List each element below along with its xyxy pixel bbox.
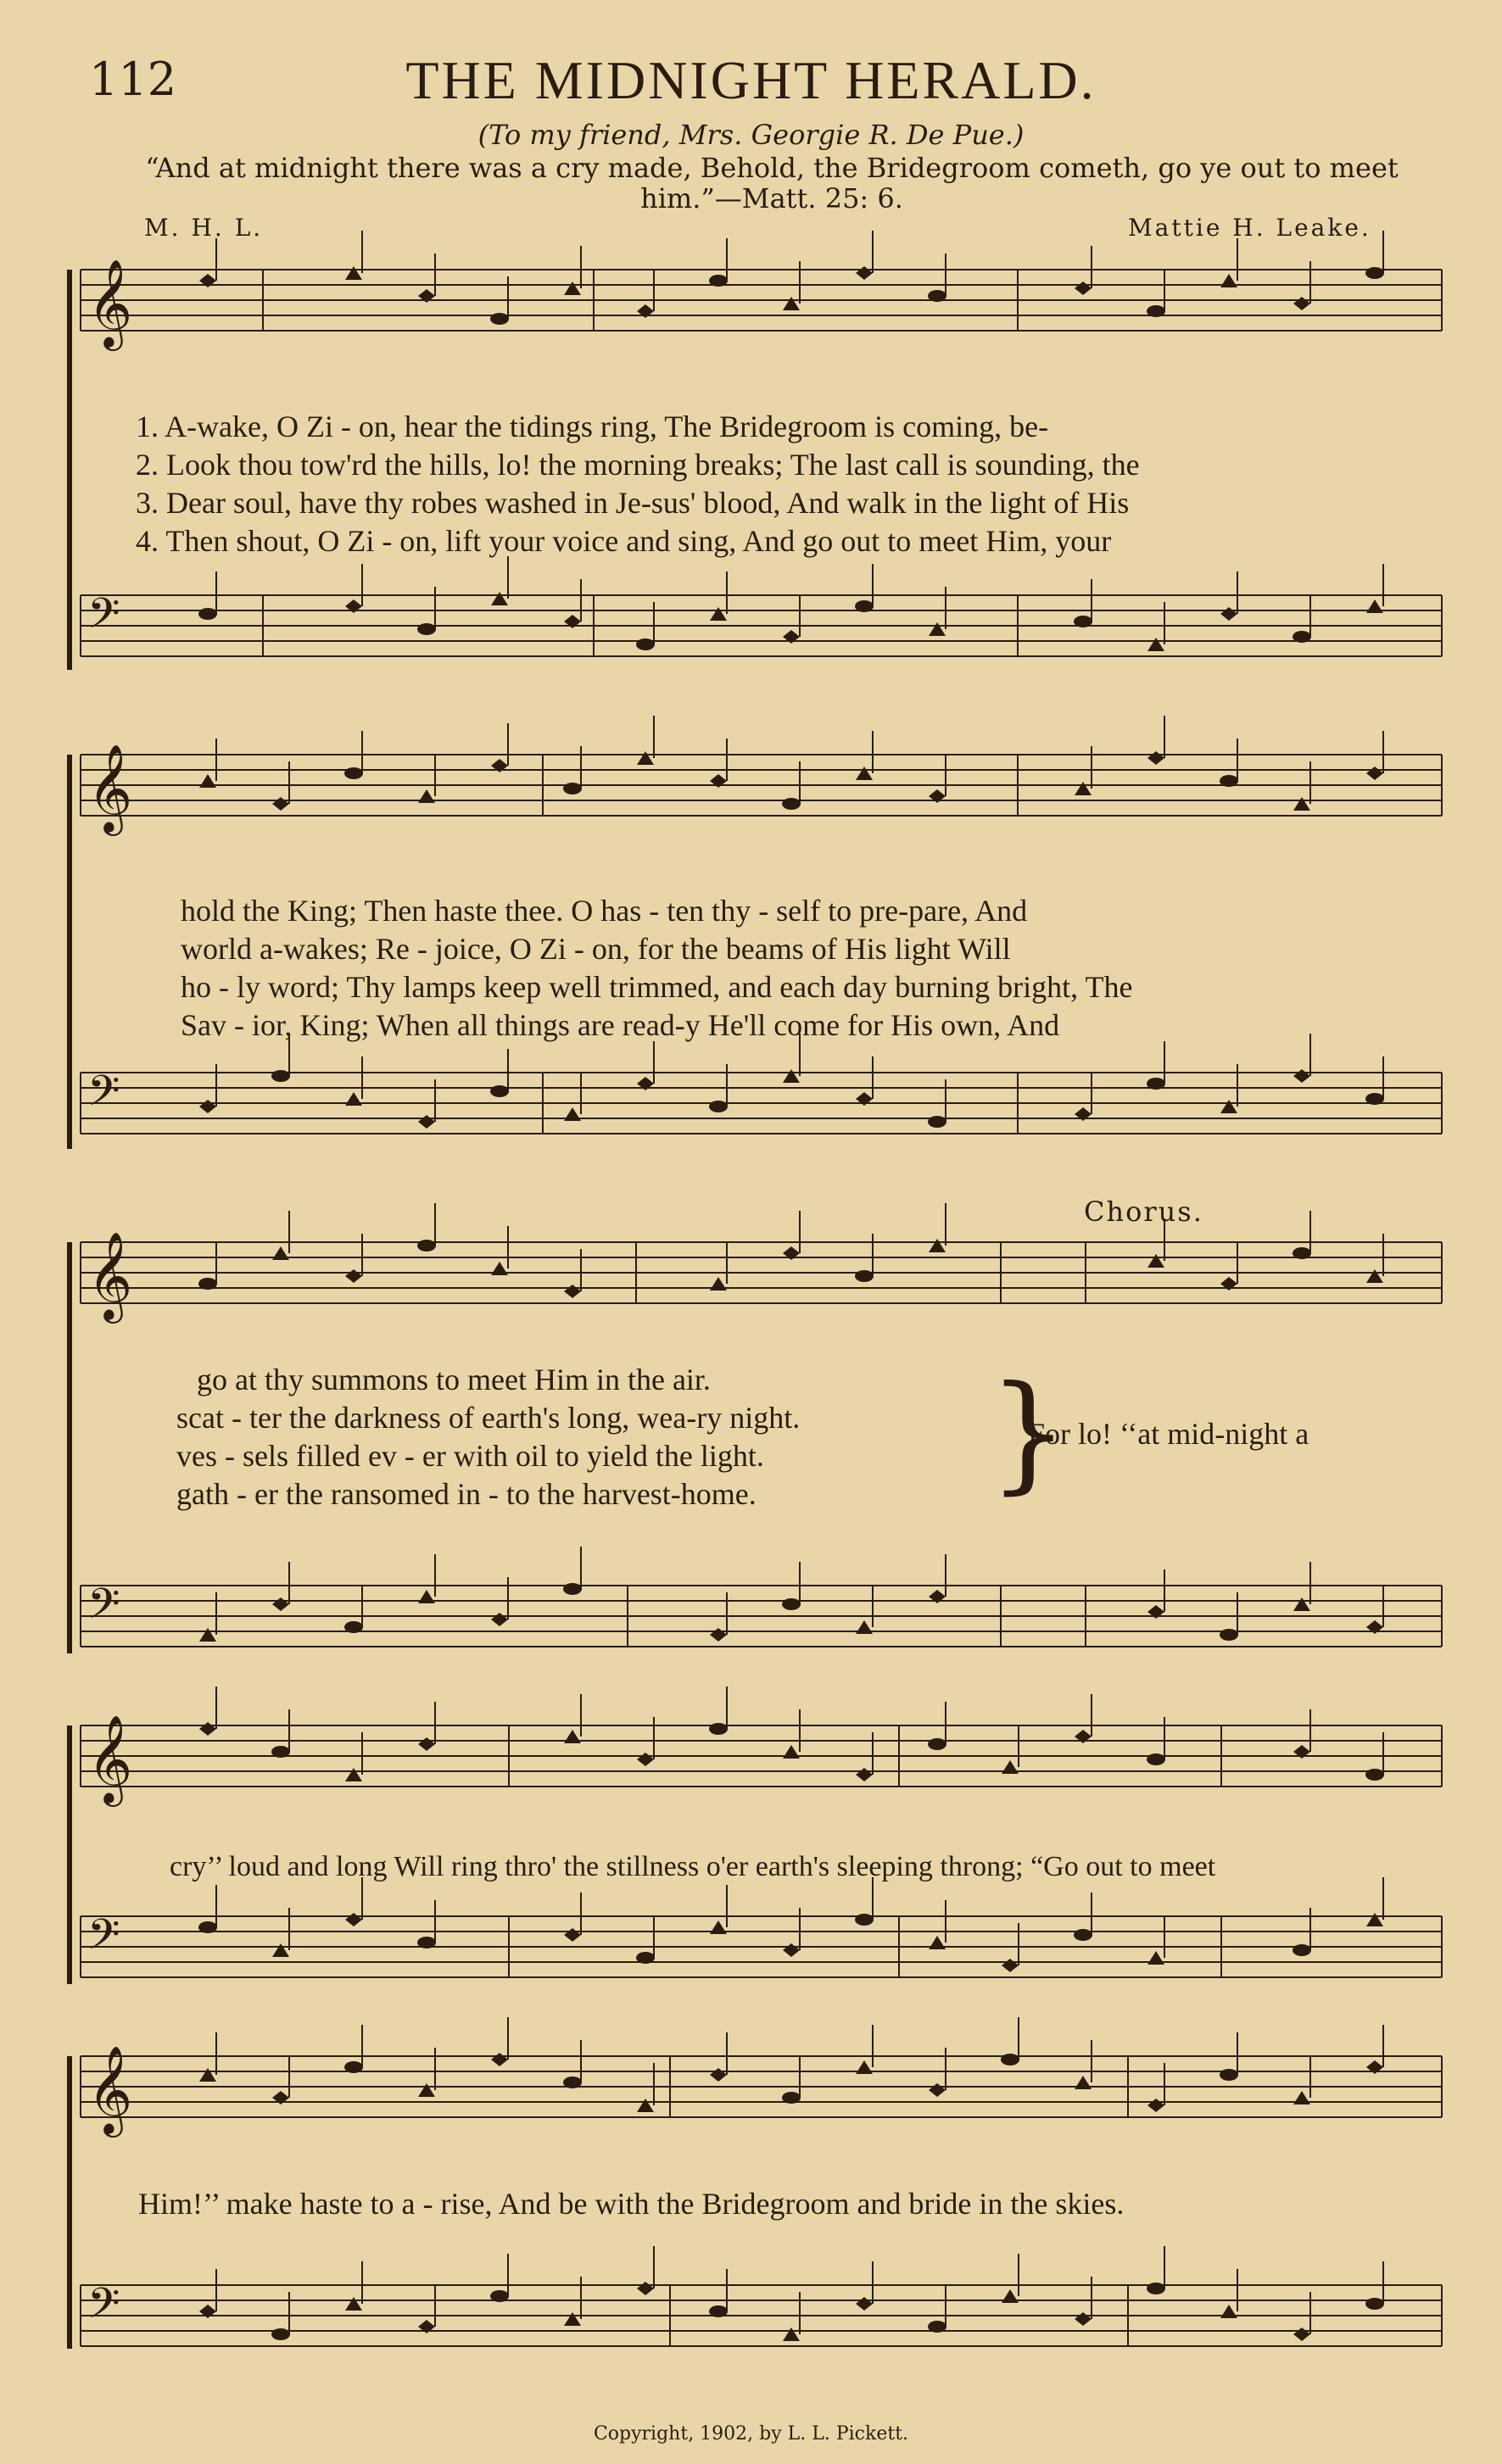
note-head: [271, 1746, 290, 1758]
note-head: [563, 783, 582, 794]
note-head: [271, 2328, 290, 2340]
note-head: [345, 1269, 362, 1283]
treble-clef: 𝄞: [87, 1231, 133, 1320]
note-head: [271, 1070, 290, 1082]
verse-2-line-a: 2. Look thou tow'rd the hills, lo! the morning breaks; The last call is sounding, the: [136, 448, 1140, 482]
note-head: [1147, 1753, 1165, 1765]
note-head: [856, 2297, 873, 2311]
note-head: [1147, 751, 1164, 765]
note-head: [272, 1597, 289, 1611]
bass-clef: 𝄢: [87, 2279, 120, 2339]
verse-brace: }: [988, 1359, 1069, 1507]
note-head: [929, 622, 946, 636]
note-head: [1293, 2327, 1310, 2341]
note-head: [855, 600, 874, 612]
note-head: [1365, 1093, 1384, 1105]
chorus-line-3: Him!’’ make haste to a - rise, And be with the Bridegroom and bride in the skies.: [138, 2187, 1125, 2221]
note-head: [1365, 1769, 1384, 1781]
note-head: [928, 1738, 946, 1750]
note-head: [783, 1745, 800, 1759]
treble-clef: 𝄞: [87, 1714, 133, 1803]
note-head: [1002, 1959, 1019, 1972]
bass-clef: 𝄢: [87, 1580, 120, 1639]
note-head: [1147, 1951, 1164, 1965]
note-head: [199, 774, 216, 788]
note-head: [1147, 638, 1164, 651]
note-head: [855, 1270, 874, 1282]
chorus-line-2: cry’’ loud and long Will ring thro' the stillness o'er earth's sleeping throng; “Go out to meet: [170, 1851, 1216, 1882]
note-head: [1147, 2283, 1165, 2294]
note-head: [782, 1598, 801, 1610]
treble-clef: 𝄞: [87, 744, 133, 833]
note-head: [710, 1920, 727, 1934]
note-head: [491, 2053, 508, 2066]
verse-4-line-b: Sav - ior, King; When all things are read-y He'll come for His own, And: [181, 1008, 1060, 1042]
dedication: (To my friend, Mrs. Georgie R. De Pue.): [477, 119, 1025, 151]
note-head: [929, 2083, 946, 2097]
note-head: [1220, 775, 1238, 787]
note-head: [710, 1277, 727, 1291]
note-head: [1220, 2305, 1237, 2318]
note-head: [1074, 1929, 1092, 1941]
note-head: [199, 2068, 216, 2082]
note-head: [345, 266, 362, 280]
note-head: [418, 1737, 435, 1751]
note-head: [344, 1621, 363, 1633]
scripture-quote: “And at midnight there was a cry made, Behold, the Bridegroom cometh, go ye out to meet him.”—Matt. 25: 6.: [145, 152, 1399, 215]
note-head: [491, 1262, 508, 1275]
verse-3-line-c: ves - sels filled ev - er with oil to yield the light.: [176, 1439, 764, 1473]
note-head: [417, 1937, 436, 1948]
note-head: [199, 1628, 216, 1642]
verse-1-line-a: 1. A-wake, O Zi - on, hear the tidings ring, The Bridegroom is coming, be-: [136, 410, 1049, 443]
note-head: [928, 1116, 946, 1128]
note-head: [491, 1613, 508, 1626]
verse-2-line-c: scat - ter the darkness of earth's long, wea-ry night.: [176, 1401, 801, 1435]
note-head: [417, 623, 436, 635]
note-head: [855, 1914, 874, 1926]
note-head: [1293, 1597, 1310, 1611]
note-head: [929, 1239, 946, 1252]
note-head: [1147, 1078, 1165, 1090]
hymn-title: THE MIDNIGHT HERALD.: [405, 50, 1097, 110]
note-head: [1366, 1269, 1383, 1283]
note-head: [1365, 2298, 1384, 2310]
verse-2-line-b: world a-wakes; Re - joice, O Zi - on, for the beams of His light Will: [181, 932, 1011, 966]
note-head: [709, 2305, 728, 2317]
verse-1-line-c: go at thy summons to meet Him in the air.: [197, 1363, 711, 1396]
note-head: [856, 266, 873, 280]
note-head: [783, 1943, 800, 1957]
note-head: [928, 290, 946, 302]
note-head: [782, 798, 801, 810]
note-head: [783, 297, 800, 310]
note-head: [1293, 297, 1310, 310]
note-head: [637, 751, 654, 765]
note-head: [783, 2327, 800, 2341]
note-head: [1001, 2054, 1019, 2065]
note-head: [272, 797, 289, 811]
note-head: [856, 767, 873, 780]
note-head: [418, 1590, 435, 1603]
copyright-notice: Copyright, 1902, by L. L. Pickett.: [593, 2423, 909, 2444]
note-head: [198, 608, 217, 620]
note-head: [417, 1240, 436, 1252]
note-head: [1293, 2091, 1310, 2104]
note-head: [710, 1628, 727, 1642]
note-head: [563, 1583, 582, 1595]
note-head: [490, 2290, 509, 2302]
note-head: [637, 1753, 654, 1766]
note-head: [856, 2060, 873, 2074]
note-head: [563, 2077, 582, 2088]
note-head: [1147, 2099, 1164, 2112]
note-head: [856, 1768, 873, 1781]
note-head: [636, 1952, 655, 1964]
bass-clef: 𝄢: [87, 589, 120, 649]
note-head: [272, 1246, 289, 1260]
note-head: [199, 1722, 216, 1736]
note-head: [1293, 1944, 1311, 1956]
note-head: [1293, 1247, 1311, 1259]
treble-clef: 𝄞: [87, 259, 133, 348]
note-head: [345, 2297, 362, 2311]
chorus-line-1: For lo! ‘‘at mid-night a: [1028, 1417, 1309, 1451]
note-head: [1366, 599, 1383, 613]
note-head: [856, 1620, 873, 1634]
note-head: [344, 767, 363, 779]
note-head: [418, 1115, 435, 1129]
note-head: [564, 282, 581, 295]
note-head: [710, 607, 727, 621]
page-number: 112: [89, 53, 177, 106]
note-head: [1220, 607, 1237, 621]
note-head: [782, 2092, 801, 2104]
note-head: [1074, 616, 1092, 627]
note-head: [709, 1723, 728, 1735]
note-head: [345, 1092, 362, 1106]
note-head: [1365, 267, 1384, 279]
note-head: [1366, 1913, 1383, 1926]
note-head: [709, 1101, 728, 1112]
note-head: [1075, 2076, 1092, 2089]
note-head: [491, 592, 508, 605]
note-head: [418, 789, 435, 803]
note-head: [564, 2312, 581, 2326]
music-credit: M. H. L.: [144, 214, 264, 242]
note-head: [1075, 282, 1092, 295]
note-head: [1147, 1254, 1164, 1268]
note-head: [1366, 767, 1383, 780]
note-head: [198, 1921, 217, 1933]
note-head: [272, 1943, 289, 1957]
note-head: [783, 1069, 800, 1083]
note-head: [564, 1730, 581, 1743]
note-head: [1293, 631, 1311, 643]
note-head: [564, 1285, 581, 1298]
note-head: [345, 1768, 362, 1781]
note-head: [490, 313, 509, 325]
note-head: [1002, 1760, 1019, 1774]
note-head: [1075, 2312, 1092, 2326]
note-head: [1220, 1100, 1237, 1113]
note-head: [637, 2099, 654, 2112]
note-head: [1147, 305, 1165, 317]
note-head: [1075, 782, 1092, 795]
note-head: [418, 2083, 435, 2097]
note-head: [344, 2061, 363, 2073]
note-head: [637, 2282, 654, 2295]
verse-4-line-c: gath - er the ransomed in - to the harvest-home.: [176, 1477, 757, 1511]
note-head: [928, 2321, 946, 2333]
note-head: [929, 1936, 946, 1949]
note-head: [490, 1085, 509, 1097]
words-credit: Mattie H. Leake.: [1128, 214, 1371, 242]
verse-1-line-b: hold the King; Then haste thee. O has - ten thy - self to pre-pare, And: [181, 894, 1028, 928]
note-head: [710, 2068, 727, 2082]
note-head: [199, 1100, 216, 1113]
verse-3-line-b: ho - ly word; Thy lamps keep well trimmed, and each day burning bright, The: [181, 970, 1133, 1004]
treble-clef: 𝄞: [87, 2045, 133, 2134]
note-head: [1002, 2289, 1019, 2303]
note-head: [345, 1913, 362, 1926]
note-head: [709, 275, 728, 287]
note-head: [564, 1928, 581, 1942]
note-head: [564, 1107, 581, 1121]
note-head: [1220, 2069, 1238, 2081]
note-head: [1220, 1629, 1238, 1641]
note-head: [1293, 1069, 1310, 1083]
verse-4-line-a: 4. Then shout, O Zi - on, lift your voice and sing, And go out to meet Him, your: [136, 524, 1112, 558]
note-head: [1293, 797, 1310, 811]
chorus-label: Chorus.: [1084, 1196, 1203, 1228]
note-head: [198, 1278, 217, 1290]
bass-clef: 𝄢: [87, 1067, 120, 1126]
bass-clef: 𝄢: [87, 1910, 120, 1970]
note-head: [1220, 274, 1237, 287]
note-head: [636, 638, 655, 650]
verse-3-line-a: 3. Dear soul, have thy robes washed in Je-sus' blood, And walk in the light of His: [136, 486, 1130, 520]
